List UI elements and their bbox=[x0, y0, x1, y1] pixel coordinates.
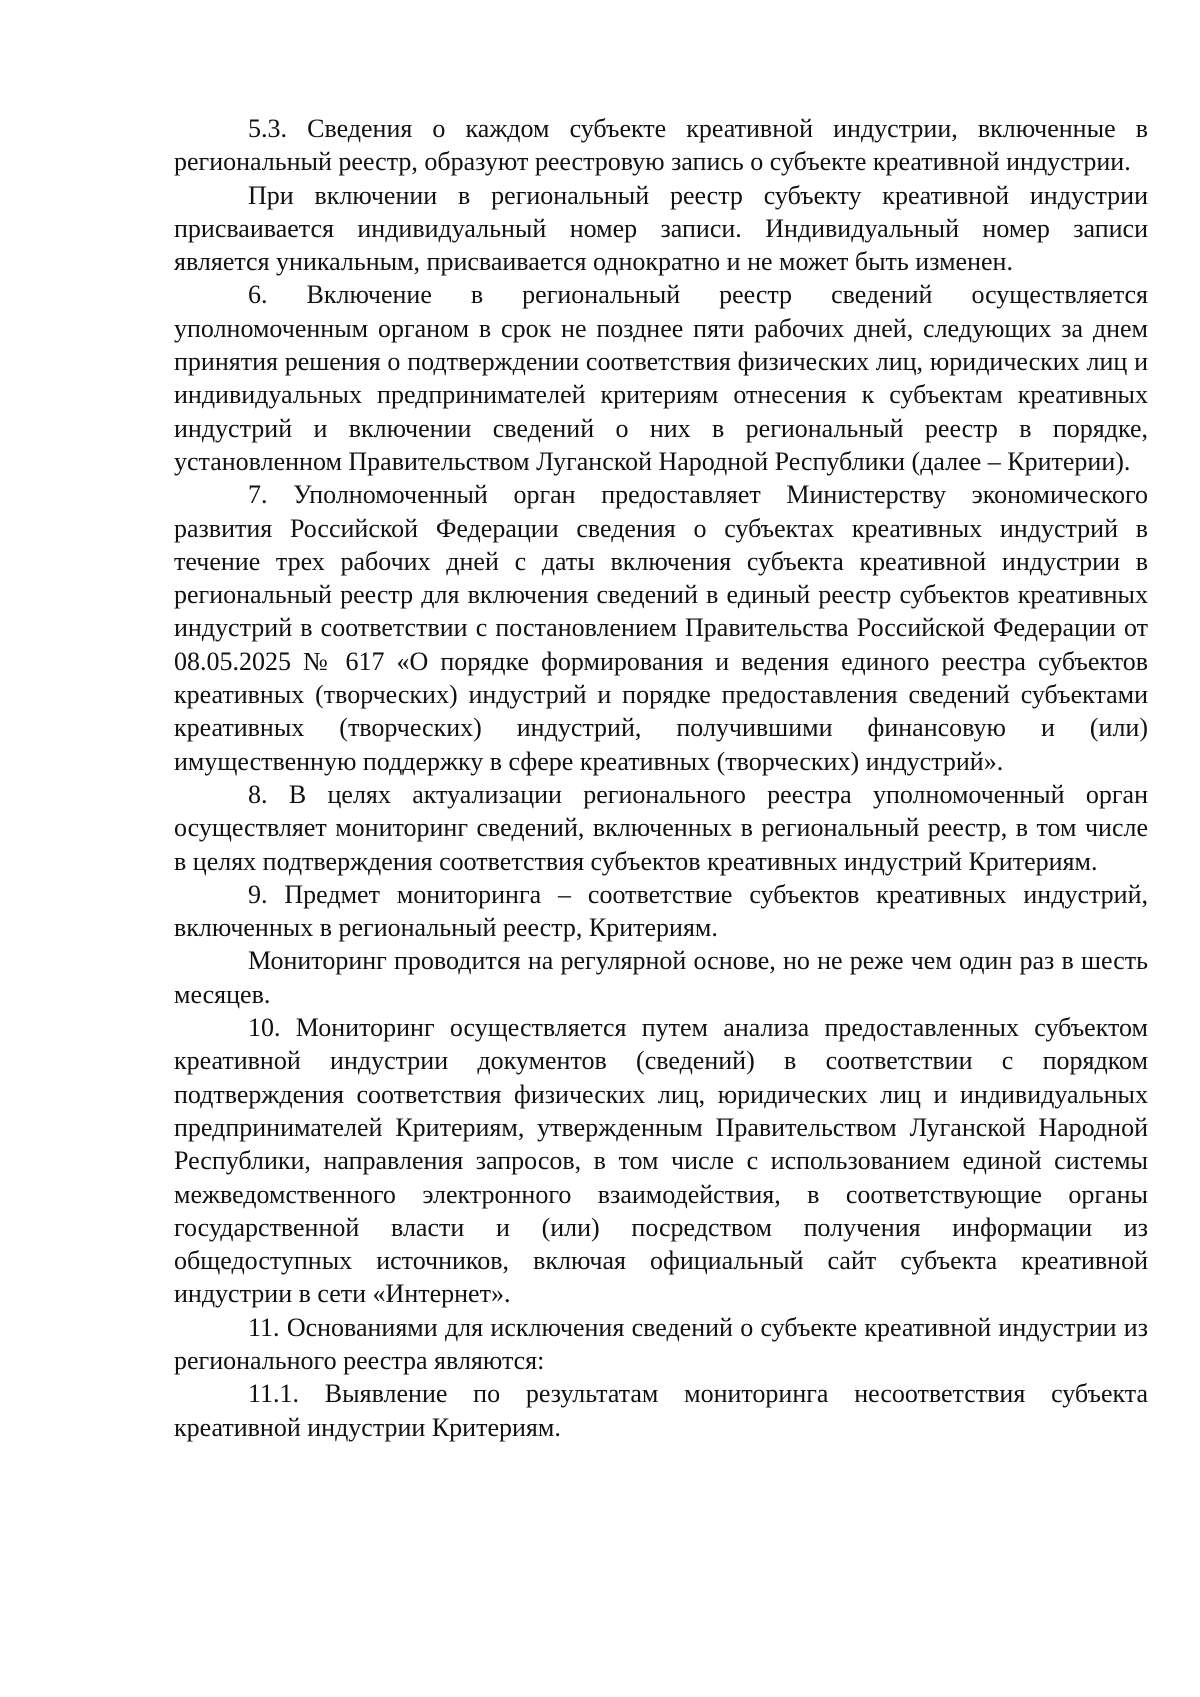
paragraph-11-1: 11.1. Выявление по результатам мониторинга несоответствия субъекта креативной индустрии Критериям. bbox=[174, 1379, 1148, 1442]
paragraph-11: 11. Основаниями для исключения сведений о субъекте креативной индустрии из регионального реестра являются: bbox=[174, 1312, 1148, 1375]
paragraph-monitoring-frequency: Мониторинг проводится на регулярной основе, но не реже чем один раз в шесть месяцев. bbox=[174, 946, 1148, 1009]
paragraph-10: 10. Мониторинг осуществляется путем анализа предоставленных субъектом креативной индустрии документов (сведений) в соответствии с порядком подтверждения соответствия физических лиц, юридических лиц и индивидуальных предпринимателей Критериям, утвержденным Правительством Луганской Народной Республики, направления запросов, в том числе с использованием единой системы межведомственного электронного взаимодействия, в соответствующие органы государственной власти и (или) посредством получения информации из общедоступных источников, включая официальный сайт субъекта креативной индустрии в сети «Интернет». bbox=[174, 1013, 1148, 1309]
document-body bbox=[174, 112, 1148, 1444]
paragraph-record-number: При включении в региональный реестр субъекту креативной индустрии присваивается индивидуальный номер записи. Индивидуальный номер записи является уникальным, присваивается однократно и не может быть изменен. bbox=[174, 180, 1148, 277]
paragraph-9: 9. Предмет мониторинга – соответствие субъектов креативных индустрий, включенных в региональный реестр, Критериям. bbox=[174, 879, 1148, 943]
paragraph-8: 8. В целях актуализации регионального реестра уполномоченный орган осуществляет мониторинг сведений, включенных в региональный реестр, в том числе в целях подтверждения соответствия субъектов креативных индустрий Критериям. bbox=[174, 779, 1148, 876]
paragraph-7: 7. Уполномоченный орган предоставляет Министерству экономического развития Российской Федерации сведения о субъектах креативных индустрий в течение трех рабочих дней с даты включения субъекта креативной индустрии в региональный реестр для включения сведений в единый реестр субъектов креативных индустрий в соответствии с постановлением Правительства Российской Федерации от 08.05.2025 № 617 «О порядке формирования и ведения единого реестра субъектов креативных (творческих) индустрий и порядке предоставления сведений субъектами креативных (творческих) индустрий, получившими финансовую и (или) имущественную поддержку в сфере креативных (творческих) индустрий». bbox=[174, 480, 1148, 776]
paragraph-5-3: 5.3. Сведения о каждом субъекте креативной индустрии, включенные в региональный реестр, образуют реестровую запись о субъекте креативной индустрии. bbox=[174, 114, 1148, 177]
paragraph-6: 6. Включение в региональный реестр сведений осуществляется уполномоченным органом в срок не позднее пяти рабочих дней, следующих за днем принятия решения о подтверждении соответствия физических лиц, юридических лиц и индивидуальных предпринимателей критериям отнесения к субъектам креативных индустрий и включении сведений о них в региональный реестр в порядке, установленном Правительством Луганской Народной Республики (далее – Критерии). bbox=[174, 280, 1148, 476]
